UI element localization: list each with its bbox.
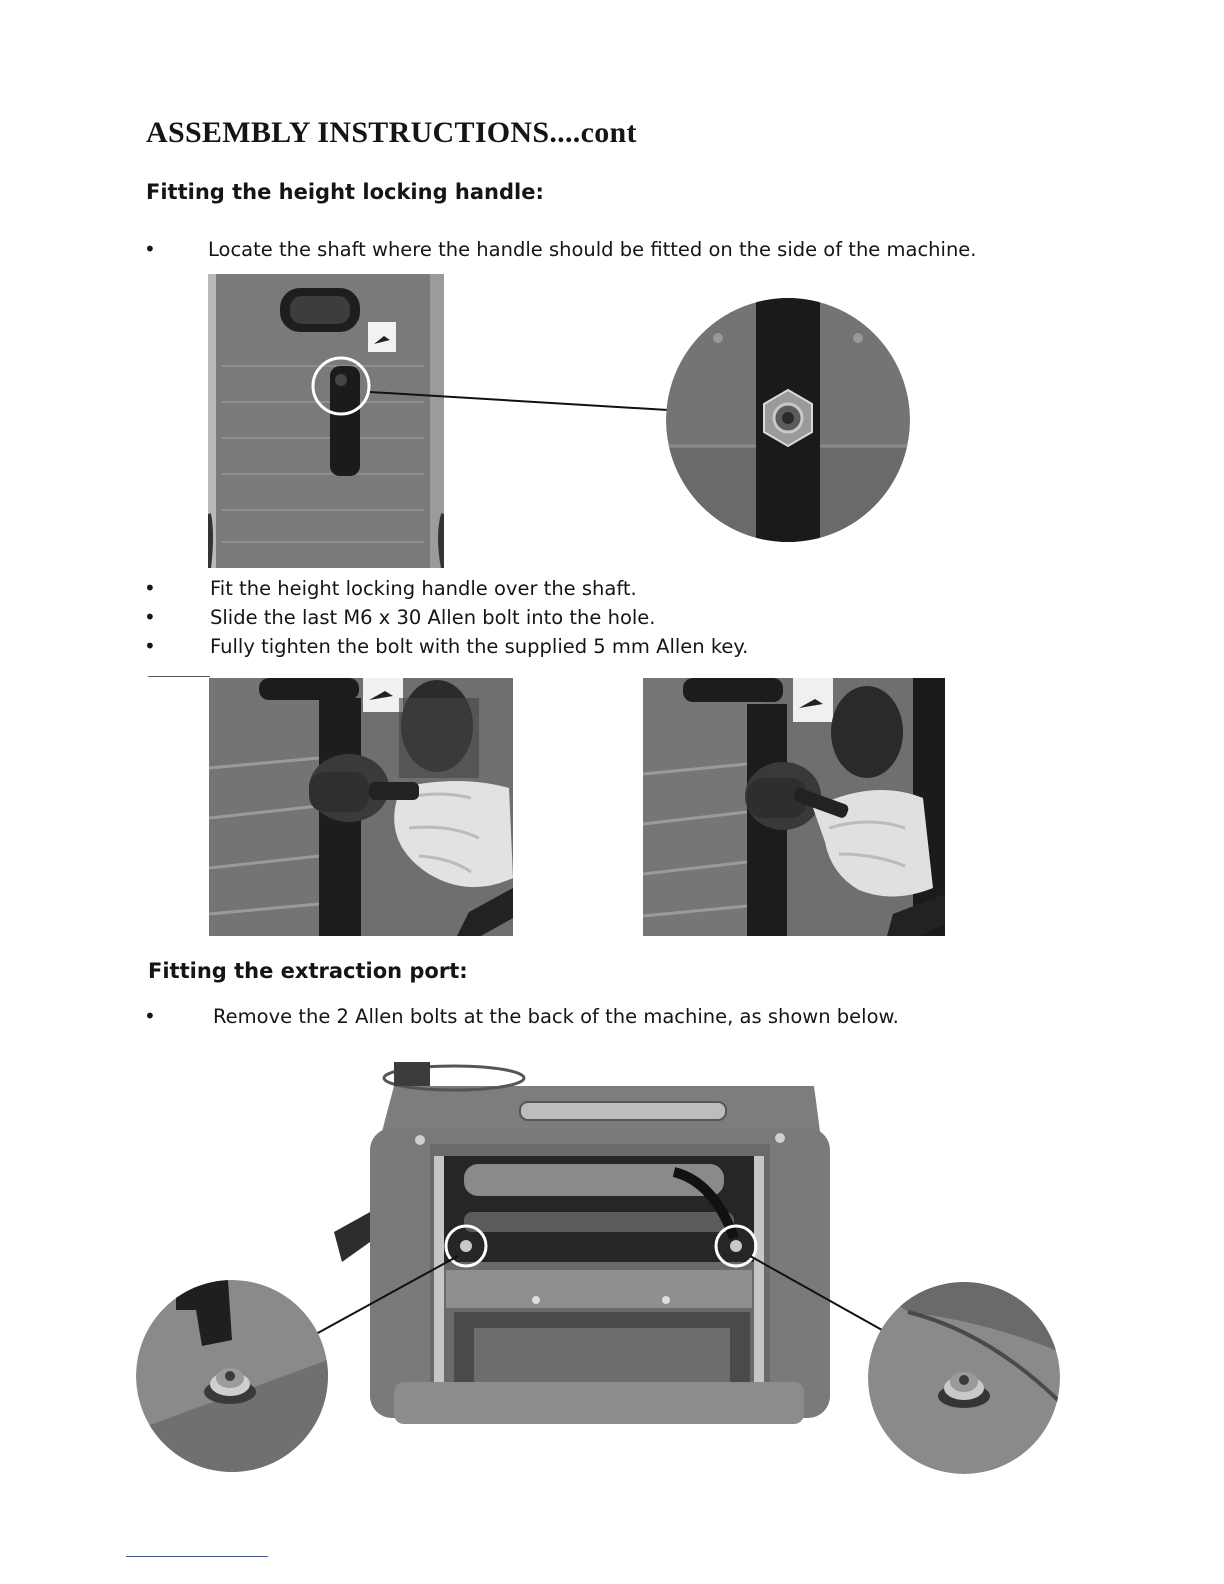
step-text: Fit the height locking handle over the shaft.	[210, 577, 637, 600]
bullet-dot: •	[144, 605, 156, 629]
zoom-shaft-detail	[666, 298, 910, 542]
photo-fit-handle	[209, 678, 513, 936]
bullet-dot: •	[144, 237, 156, 261]
page-title: ASSEMBLY INSTRUCTIONS....cont	[146, 116, 637, 149]
zoom-left-bolt	[136, 1280, 328, 1472]
photo-tighten-bolt	[643, 678, 945, 936]
step-slide-bolt	[144, 603, 844, 633]
step-locate-shaft	[144, 235, 1044, 265]
photo-side-shaft	[208, 274, 444, 568]
section-heading-height-handle: Fitting the height locking handle:	[146, 180, 544, 204]
step-text: Remove the 2 Allen bolts at the back of the machine, as shown below.	[213, 1005, 899, 1028]
step-text: Fully tighten the bolt with the supplied 5 mm Allen key.	[210, 635, 749, 658]
step-text: Slide the last M6 x 30 Allen bolt into the hole.	[210, 606, 656, 629]
divider-line	[148, 676, 210, 677]
bullet-dot: •	[144, 634, 156, 658]
bullet-dot: •	[144, 1004, 156, 1028]
footer-rule	[126, 1556, 268, 1557]
step-tighten-bolt	[144, 632, 844, 662]
photo-machine-back	[334, 1062, 834, 1424]
step-fit-handle	[144, 574, 844, 604]
section-heading-extraction-port: Fitting the extraction port:	[148, 959, 468, 983]
step-text: Locate the shaft where the handle should be fitted on the side of the machine.	[208, 238, 977, 261]
step-remove-bolts	[144, 1002, 1044, 1032]
zoom-right-bolt	[868, 1282, 1060, 1474]
bullet-dot: •	[144, 576, 156, 600]
